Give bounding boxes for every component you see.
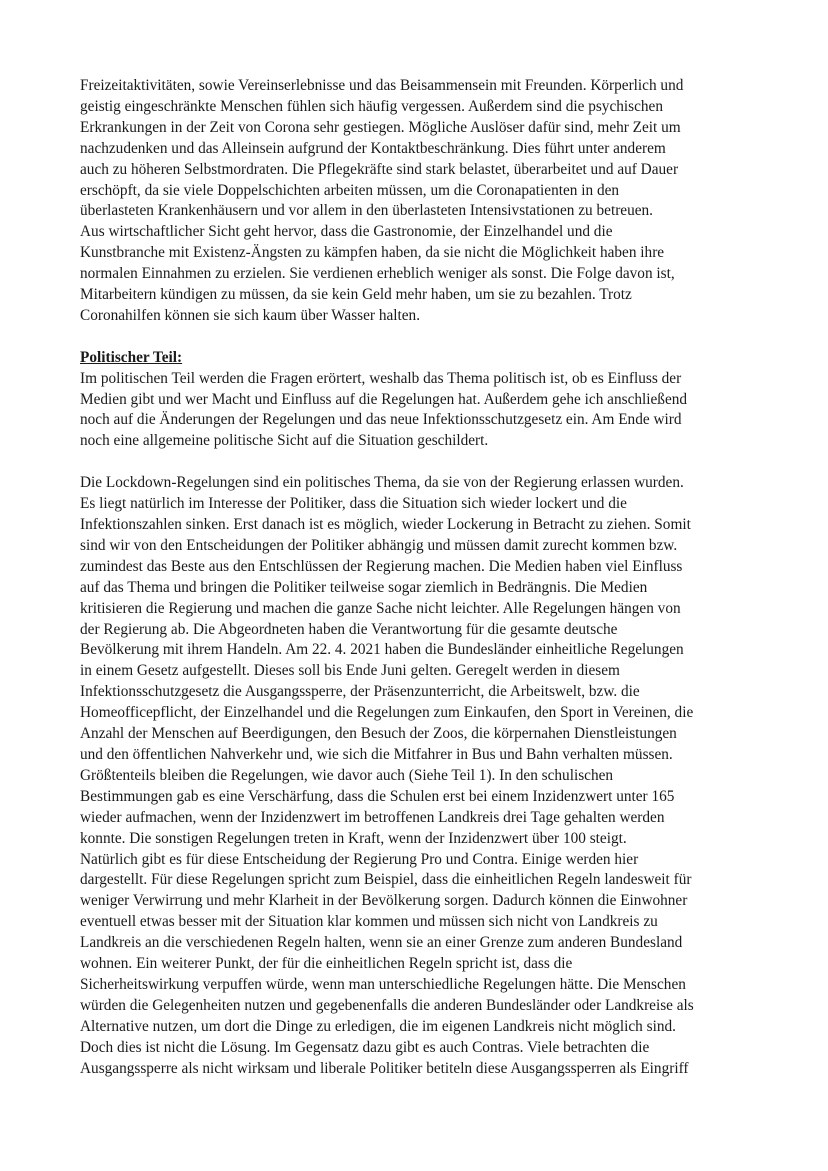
text-line: würden die Gelegenheiten nutzen und gegebenenfalls die anderen Bundesländer oder Landkreise als bbox=[80, 996, 694, 1014]
text-line: erschöpft, da sie viele Doppelschichten arbeiten müssen, um die Coronapatienten in den bbox=[80, 181, 620, 199]
text-line: geistig eingeschränkte Menschen fühlen sich häufig vergessen. Außerdem sind die psychischen bbox=[80, 97, 663, 115]
text-line: Alternative nutzen, um dort die Dinge zu erledigen, die im eigenen Landkreis nicht möglich sind. bbox=[80, 1017, 676, 1035]
text-line: Homeofficepflicht, der Einzelhandel und die Regelungen zum Einkaufen, den Sport in Vereinen, die bbox=[80, 704, 694, 722]
text-line: nachzudenken und das Alleinsein aufgrund der Kontaktbeschränkung. Dies führt unter anderem bbox=[80, 139, 666, 157]
text-line: Medien gibt und wer Macht und Einfluss auf die Regelungen hat. Außerdem gehe ich anschließend bbox=[80, 390, 688, 408]
text-line: Kunstbranche mit Existenz-Ängsten zu kämpfen haben, da sie nicht die Möglichkeit haben ihre bbox=[80, 244, 665, 262]
text-line: Anzahl der Menschen auf Beerdigungen, den Besuch der Zoos, die körpernahen Dienstleistungen bbox=[80, 725, 677, 743]
text-line: auf das Thema und bringen die Politiker teilweise sogar ziemlich in Bedrängnis. Die Medien bbox=[80, 578, 648, 596]
text-line: der Regierung ab. Die Abgeordneten haben die Verantwortung für die gesamte deutsche bbox=[80, 620, 618, 638]
text-line: wohnen. Ein weiterer Punkt, der für die einheitlichen Regeln spricht ist, dass die bbox=[80, 955, 573, 973]
text-line: Infektionszahlen sinken. Erst danach ist es möglich, wieder Lockerung in Betracht zu ziehen. Somit bbox=[80, 516, 691, 533]
text-line: und den öffentlichen Nahverkehr und, wie sich die Mitfahrer in Bus und Bahn verhalten müssen. bbox=[80, 745, 673, 763]
text-line: konnte. Die sonstigen Regelungen treten in Kraft, wenn der Inzidenzwert über 100 steigt. bbox=[80, 829, 627, 847]
text-line: Freizeitaktivitäten, sowie Vereinserlebnisse und das Beisammensein mit Freunden. Körperlich und bbox=[80, 77, 684, 94]
section-heading: Politischer Teil: bbox=[80, 348, 183, 366]
text-line: weniger Verwirrung und mehr Klarheit in der Bevölkerung sorgen. Dadurch können die Einwohner bbox=[80, 892, 688, 910]
paragraph-spacer bbox=[80, 327, 760, 348]
text-line: Größtenteils bleiben die Regelungen, wie davor auch (Siehe Teil 1). In den schulischen bbox=[80, 766, 614, 784]
text-line: Mitarbeitern kündigen zu müssen, da sie kein Geld mehr haben, um sie zu bezahlen. Trotz bbox=[80, 286, 632, 304]
text-line: dargestellt. Für diese Regelungen spricht zum Beispiel, dass die einheitlichen Regeln landesweit für bbox=[80, 871, 692, 889]
text-line: Infektionsschutzgesetz die Ausgangssperre, der Präsenzunterricht, die Arbeitswelt, bzw. die bbox=[80, 683, 640, 701]
text-line: Ausgangssperre als nicht wirksam und liberale Politiker betiteln diese Ausgangssperren als Eingriff bbox=[80, 1059, 689, 1077]
paragraph-spacer bbox=[80, 452, 760, 473]
text-line: Natürlich gibt es für diese Entscheidung der Regierung Pro und Contra. Einige werden hier bbox=[80, 850, 639, 868]
text-line: kritisieren die Regierung und machen die ganze Sache nicht leichter. Alle Regelungen hängen von bbox=[80, 599, 681, 617]
text-line: zumindest das Beste aus den Entschlüssen der Regierung machen. Die Medien haben viel Einfluss bbox=[80, 557, 683, 575]
text-line: überlasteten Krankenhäusern und vor allem in den überlasteten Intensivstationen zu betreuen. bbox=[80, 202, 654, 220]
text-line: Die Lockdown-Regelungen sind ein politisches Thema, da sie von der Regierung erlassen wurden. bbox=[80, 474, 684, 492]
text-line: noch eine allgemeine politische Sicht auf die Situation geschildert. bbox=[80, 432, 489, 450]
text-line: Bestimmungen gab es eine Verschärfung, dass die Schulen erst bei einem Inzidenzwert unter 165 bbox=[80, 787, 675, 805]
text-line: eventuell etwas besser mit der Situation klar kommen und müssen sich nicht von Landkreis zu bbox=[80, 913, 658, 931]
text-line: sind wir von den Entscheidungen der Politiker abhängig und müssen damit zurecht kommen bzw. bbox=[80, 536, 678, 554]
text-line: Coronahilfen können sie sich kaum über Wasser halten. bbox=[80, 306, 421, 324]
text-line: Es liegt natürlich im Interesse der Politiker, dass die Situation sich wieder lockert und die bbox=[80, 495, 627, 513]
document-page bbox=[80, 76, 760, 1079]
text-line: Erkrankungen in der Zeit von Corona sehr gestiegen. Mögliche Auslöser dafür sind, mehr Zeit um bbox=[80, 118, 681, 136]
text-line: wieder aufmachen, wenn der Inzidenzwert im betroffenen Landkreis drei Tage gehalten werden bbox=[80, 808, 665, 826]
text-line: Sicherheitswirkung verpuffen würde, wenn man unterschiedliche Regelungen hätte. Die Menschen bbox=[80, 975, 686, 993]
text-line: in einem Gesetz aufgestellt. Dieses soll bis Ende Juni gelten. Geregelt werden in diesem bbox=[80, 662, 620, 680]
text-line: Aus wirtschaftlicher Sicht geht hervor, dass die Gastronomie, der Einzelhandel und die bbox=[80, 223, 613, 241]
text-line: noch auf die Änderungen der Regelungen und das neue Infektionsschutzgesetz ein. Am Ende wird bbox=[80, 411, 682, 429]
text-line: Im politischen Teil werden die Fragen erörtert, weshalb das Thema politisch ist, ob es Einfluss der bbox=[80, 369, 682, 387]
text-line: Landkreis an die verschiedenen Regeln halten, wenn sie an einer Grenze zum anderen Bundesland bbox=[80, 934, 683, 952]
paragraph-intro bbox=[80, 76, 760, 327]
text-line: Bevölkerung mit ihrem Handeln. Am 22. 4. 2021 haben die Bundesländer einheitliche Regelungen bbox=[80, 641, 684, 659]
paragraph-lockdown bbox=[80, 473, 760, 1079]
text-line: normalen Einnahmen zu erzielen. Sie verdienen erheblich weniger als sonst. Die Folge davon ist, bbox=[80, 265, 675, 283]
paragraph-politics-intro bbox=[80, 369, 760, 453]
text-line: Doch dies ist nicht die Lösung. Im Gegensatz dazu gibt es auch Contras. Viele betrachten die bbox=[80, 1038, 650, 1056]
text-line: auch zu höheren Selbstmordraten. Die Pflegekräfte sind stark belastet, überarbeitet und auf Dauer bbox=[80, 160, 679, 178]
